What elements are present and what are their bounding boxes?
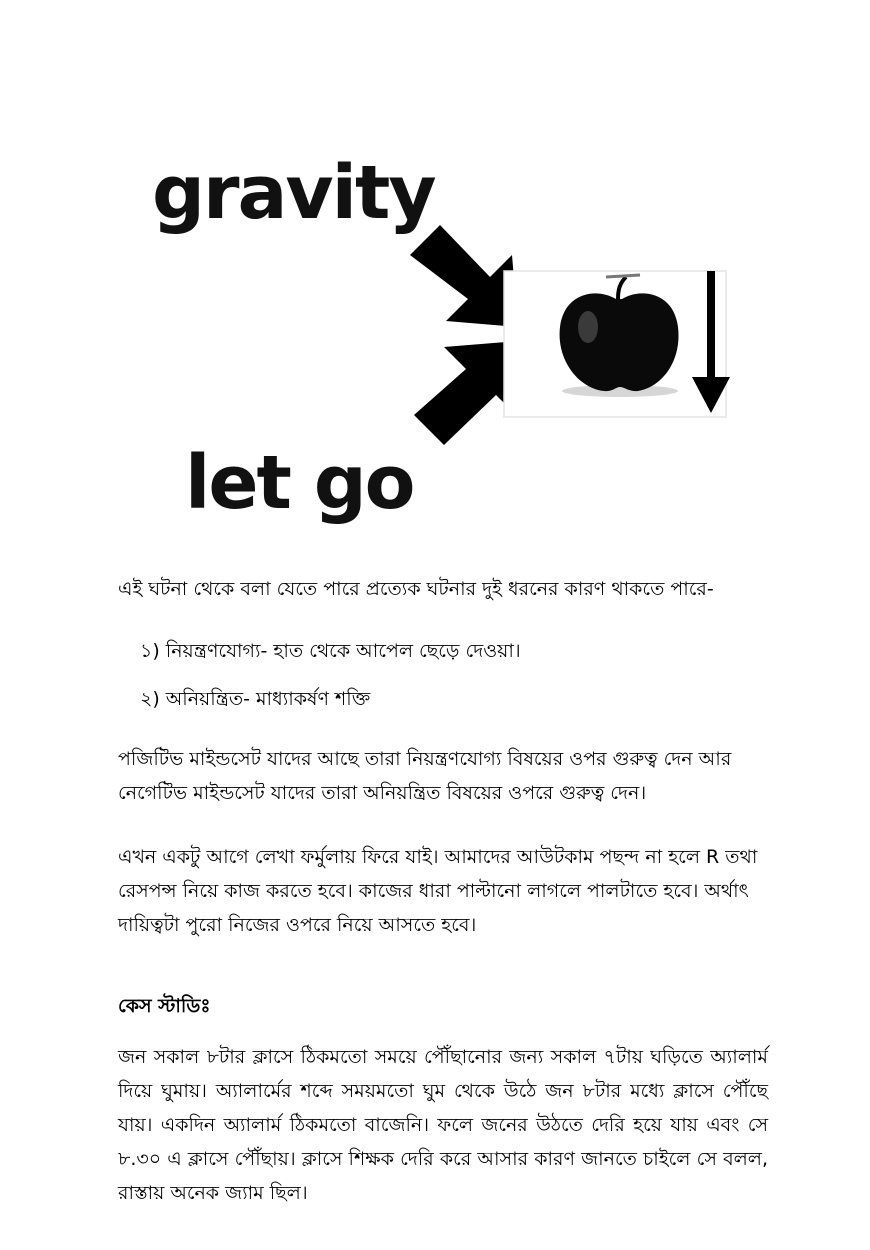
list-item: ১) নিয়ন্ত্রণযোগ্য- হাত থেকে আপেল ছেড়ে দেওয়া।: [140, 640, 521, 662]
list-item: ২) অনিয়ন্ত্রিত- মাধ্যাকর্ষণ শক্তি: [140, 688, 371, 710]
apple-image: [504, 271, 726, 417]
figure-label-let-go: let go: [185, 440, 414, 526]
figure-label-gravity: gravity: [152, 150, 435, 236]
intro-paragraph: এই ঘটনা থেকে বলা যেতে পারে প্রত্যেক ঘটনার দুই ধরনের কারণ থাকতে পারে-: [118, 578, 714, 600]
arrow-top-icon: [410, 225, 518, 327]
case-study-heading: কেস স্টাডিঃ: [118, 995, 211, 1017]
mindset-paragraph: পজিটিভ মাইন্ডসেট যাদের আছে তারা নিয়ন্ত্রণযোগ্য বিষয়ের ওপর গুরুত্ব দেন আর নেগেটিভ মাইন্ডসেট যাদের তারা অনিয়ন্ত্রিত বিষয়ের ওপরে গুরুত্ব দেন।: [118, 748, 732, 804]
case-study-paragraph: জন সকাল ৮টার ক্লাসে ঠিকমতো সময়ে পৌঁছানোর জন্য সকাল ৭টায় ঘড়িতে অ্যালার্ম দিয়ে ঘুমায়। অ্যালার্মের শব্দে সময়মতো ঘুম থেকে উঠে জন ৮টার মধ্যে ক্লাসে পৌঁছে যায়। একদিন অ্যালার্ম ঠিকমতো বাজেনি। ফলে জনের উঠতে দেরি হয়ে যায় এবং সে ৮.৩০ এ ক্লাসে পৌঁছায়। ক্লাসে শিক্ষক দেরি করে আসার কারণ জানতে চাইলে সে বলল, রাস্তায় অনেক জ্যাম ছিল।: [118, 1046, 768, 1204]
arrow-bottom-icon: [414, 341, 518, 445]
gravity-figure: [400, 215, 750, 460]
formula-paragraph: এখন একটু আগে লেখা ফর্মুলায় ফিরে যাই। আমাদের আউটকাম পছন্দ না হলে R তথা রেসপন্স নিয়ে কাজ করতে হবে। কাজের ধারা পাল্টানো লাগলে পালটাতে হবে। অর্থাৎ দায়িত্বটা পুরো নিজের ওপরে নিয়ে আসতে হবে।: [118, 846, 758, 936]
